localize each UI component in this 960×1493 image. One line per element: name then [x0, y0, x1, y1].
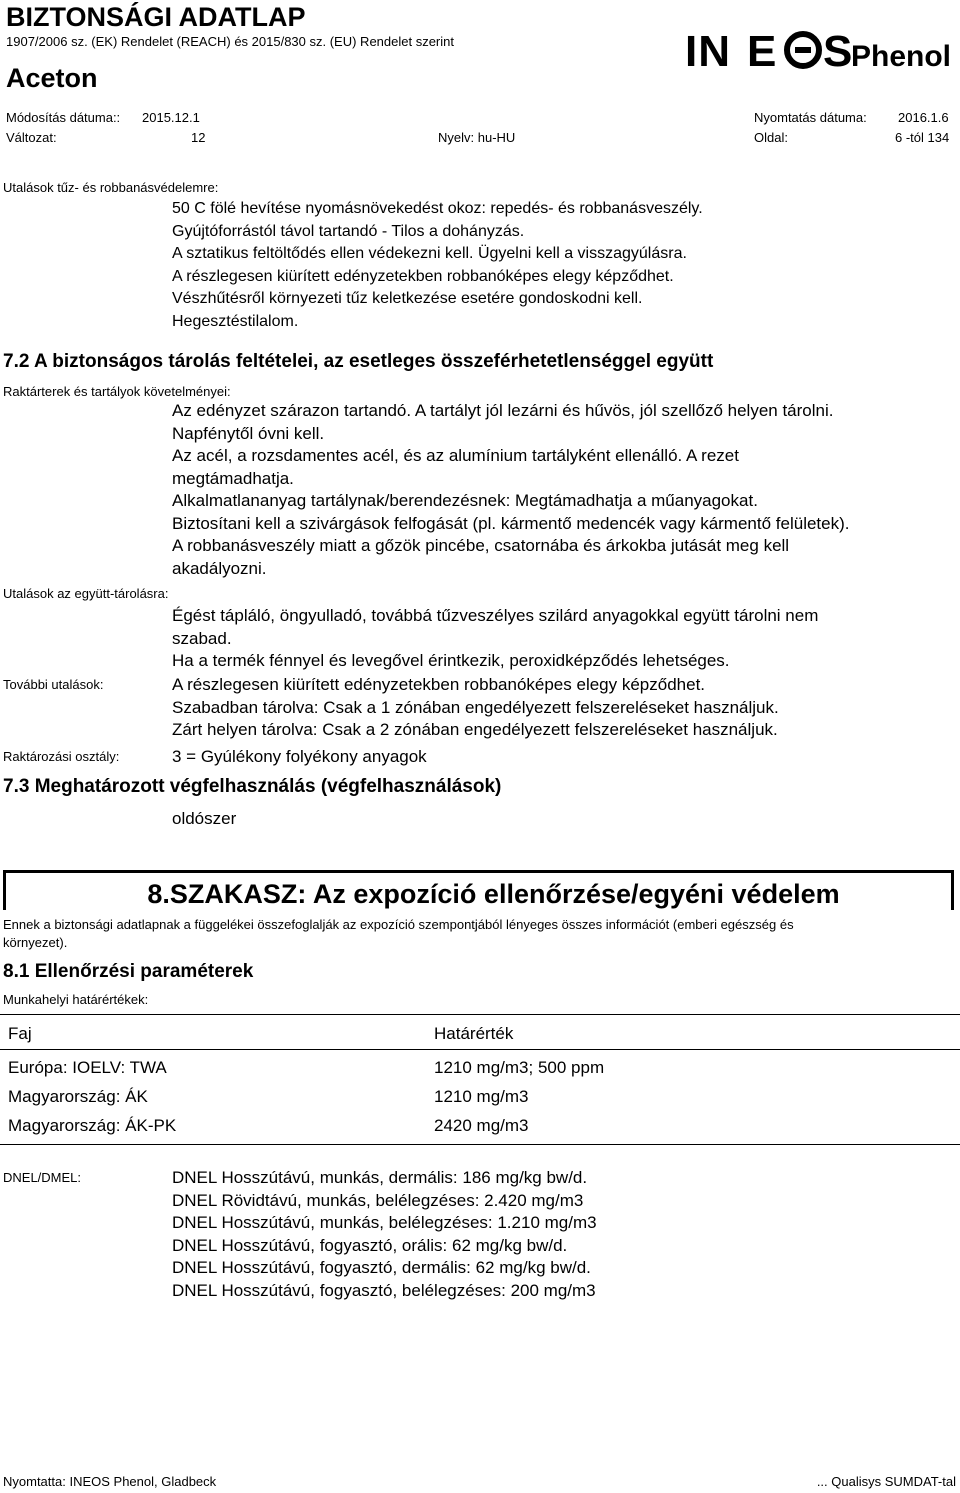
dnel-values: [172, 1167, 597, 1302]
table-cell: 1210 mg/m3; 500 ppm: [434, 1058, 605, 1077]
text-line: A részlegesen kiürített edényzetekben robbanóképes elegy képződhet.: [172, 675, 706, 694]
table-cell: Magyarország: ÁK-PK: [8, 1116, 177, 1135]
co-storage-text: [172, 605, 818, 673]
footer-printed-by: Nyomtatta: INEOS Phenol, Gladbeck: [3, 1474, 217, 1489]
text-line: Alkalmatlananyag tartálynak/berendezésnek: Megtámadhatja a műanyagokat.: [172, 491, 758, 510]
page-value: 6 -tól 134: [895, 130, 950, 145]
text-line: Ha a termék fénnyel és levegővel érintkezik, peroxidképződés lehetséges.: [172, 651, 730, 670]
text-line: környezet).: [3, 935, 68, 950]
text-line: Napfénytől óvni kell.: [172, 423, 325, 443]
section-8-1-heading: 8.1 Ellenőrzési paraméterek: [3, 961, 254, 982]
page-label: Oldal:: [754, 130, 788, 145]
text-line: Hegesztéstilalom.: [172, 312, 299, 330]
table-header-rule: [0, 1049, 960, 1050]
limits-label: Munkahelyi határértékek:: [3, 992, 149, 1007]
section-7-3-heading: 7.3 Meghatározott végfelhasználás (végfelhasználások): [3, 776, 502, 797]
product-name: Aceton: [6, 63, 98, 93]
table-cell: 2420 mg/m3: [434, 1116, 529, 1135]
table-cell: 1210 mg/m3: [434, 1087, 529, 1106]
version-label: Változat:: [6, 130, 57, 145]
text-line: szabad.: [172, 628, 232, 648]
text-line: 50 C fölé hevítése nyomásnövekedést okoz: repedés- és robbanásveszély.: [172, 200, 703, 217]
text-line: A robbanásveszély miatt a gőzök pincébe, csatornába és árkokba jutását meg kell: [172, 536, 790, 555]
text-line: Szabadban tárolva: Csak a 1 zónában engedélyezett felszereléseket használjuk.: [172, 697, 779, 717]
language: Nyelv: hu-HU: [438, 130, 516, 145]
section-7-2-heading: 7.2 A biztonságos tárolás feltételei, az esetleges összeférhetetlenséggel együtt: [3, 351, 714, 372]
dnel-label: DNEL/DMEL:: [3, 1170, 82, 1185]
text-line: akadályozni.: [172, 558, 267, 578]
modified-value: 2015.12.1: [142, 110, 200, 125]
svg-text:E: E: [747, 27, 777, 76]
end-use-value: oldószer: [172, 809, 237, 828]
further-info-text: [172, 674, 779, 742]
table-bottom-rule: [0, 1144, 960, 1145]
text-line: Zárt helyen tárolva: Csak a 2 zónában engedélyezett felszereléseket használjuk.: [172, 720, 778, 739]
version-value: 12: [191, 130, 206, 145]
ineos-phenol-logo: [685, 26, 957, 76]
document-title: BIZTONSÁGI ADATLAP: [6, 2, 306, 32]
further-info-label: További utalások:: [3, 677, 104, 692]
text-line: DNEL Rövidtávú, munkás, belélegzéses: 2.420 mg/m3: [172, 1190, 584, 1210]
fire-text: [172, 198, 703, 333]
text-line: Gyújtóforrástól távol tartandó - Tilos a dohányzás.: [172, 222, 525, 240]
text-line: A részlegesen kiürített edényzetekben robbanóképes elegy képződhet.: [172, 267, 674, 285]
table-header-limit: Határérték: [434, 1024, 514, 1043]
storage-class-value: 3 = Gyúlékony folyékony anyagok: [172, 747, 427, 766]
section-8-header-box: [3, 870, 954, 910]
text-line: Az acél, a rozsdamentes acél, és az alumínium tartályként ellenálló. A rezet: [172, 446, 739, 465]
storage-class-label: Raktározási osztály:: [3, 749, 120, 764]
regulation-subtitle: 1907/2006 sz. (EK) Rendelet (REACH) és 2015/830 sz. (EU) Rendelet szerint: [6, 34, 454, 49]
text-line: DNEL Hosszútávú, fogyasztó, dermális: 62 mg/kg bw/d.: [172, 1258, 591, 1277]
section-8-intro: [3, 916, 794, 952]
text-line: Biztosítani kell a szivárgások felfogását (pl. kármentő medencék vagy kármentő felületek).: [172, 513, 850, 533]
text-line: DNEL Hosszútávú, munkás, belélegzéses: 1.210 mg/m3: [172, 1213, 597, 1232]
text-line: megtámadhatja.: [172, 468, 294, 488]
table-top-rule: [0, 1014, 960, 1015]
svg-text:S: S: [823, 27, 853, 76]
svg-text:IN: IN: [685, 27, 731, 76]
fire-label: Utalások tűz- és robbanásvédelemre:: [3, 180, 219, 195]
table-cell: Magyarország: ÁK: [8, 1087, 148, 1106]
footer-software: ... Qualisys SUMDAT-tal: [816, 1474, 956, 1489]
text-line: DNEL Hosszútávú, munkás, dermális: 186 mg/kg bw/d.: [172, 1168, 588, 1187]
svg-text:Phenol: Phenol: [851, 40, 952, 73]
print-date-label: Nyomtatás dátuma:: [754, 110, 867, 125]
storage-requirements-label: Raktárterek és tartályok követelményei:: [3, 384, 231, 399]
text-line: DNEL Hosszútávú, fogyasztó, belélegzéses: 200 mg/m3: [172, 1280, 596, 1300]
print-date-value: 2016.1.6: [898, 110, 949, 125]
section-8-title: 8.SZAKASZ: Az expozíció ellenőrzése/egyéni védelem: [147, 879, 840, 909]
storage-requirements-text: [172, 400, 850, 580]
table-cell: Európa: IOELV: TWA: [8, 1058, 167, 1077]
text-line: A sztatikus feltöltődés ellen védekezni kell. Ügyelni kell a visszagyúlásra.: [172, 245, 687, 262]
text-line: Az edényzet szárazon tartandó. A tartályt jól lezárni és hűvös, jól szellőző helyen tárolni.: [172, 401, 834, 420]
text-line: Vészhűtésről környezeti tűz keletkezése esetére gondoskodni kell.: [172, 290, 643, 307]
text-line: DNEL Hosszútávú, fogyasztó, orális: 62 mg/kg bw/d.: [172, 1235, 568, 1255]
text-line: Ennek a biztonsági adatlapnak a függelékei összefoglalják az expozíció szempontjából lényeges összes információt (emberi egészség és: [3, 917, 794, 932]
text-line: Égést tápláló, öngyulladó, továbbá tűzveszélyes szilárd anyagokkal együtt tárolni nem: [172, 606, 819, 625]
modified-label: Módosítás dátuma::: [6, 110, 121, 125]
co-storage-label: Utalások az együtt-tárolásra:: [3, 586, 169, 601]
table-header-species: Faj: [8, 1024, 32, 1043]
